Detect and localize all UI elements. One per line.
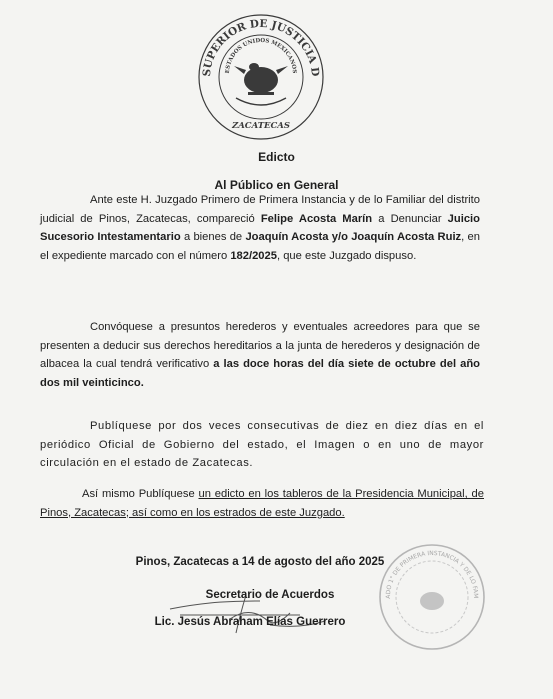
stamp-icon xyxy=(376,541,488,651)
paragraph-complaint xyxy=(40,191,480,265)
seal-inner-text: ESTADOS UNIDOS MEXICANOS xyxy=(224,37,298,74)
paragraph-summons xyxy=(40,318,480,392)
paragraph-publication xyxy=(40,417,484,473)
text-run: a Denunciar xyxy=(372,212,448,225)
text-run: a bienes de xyxy=(180,231,246,244)
seal-bottom-text: ZACATECAS xyxy=(232,121,290,131)
hearing-datetime: a las doce horas del día siete de octubre del año dos mil veinticinco. xyxy=(40,358,480,389)
deceased-name: Joaquín Acosta y/o Joaquín Acosta Ruiz xyxy=(245,231,462,244)
document-title: Edicto xyxy=(258,150,295,164)
stamp-ring-text: ADO 1° DE PRIMERA INSTANCIA Y DE LO FAM xyxy=(384,549,480,599)
court-seal xyxy=(196,12,326,142)
text-run: , en el expediente marcado con el número xyxy=(40,231,480,262)
text-run: Ante este H. Juzgado Primero de Primera Instancia y de lo Familiar del distrito judicial de Pinos, Zacatecas, compareció xyxy=(40,194,480,225)
signer-name: Lic. Jesús Abraham Elías Guerrero xyxy=(154,616,346,628)
seal-outer-text: SUPERIOR DE JUSTICIA D xyxy=(200,17,322,78)
svg-text:JUZGADO 1° DE PRIMERA INSTANCI xyxy=(376,541,479,599)
text-run: , que este Juzgado dispuso. xyxy=(276,249,417,262)
eagle-icon xyxy=(234,63,288,95)
text-run: Convóquese a presuntos herederos y eventuales acreedores para que se presenten a deducir sus derechos hereditarios a la junta de herederos y designación de albacea la cual tendrá verificativo xyxy=(40,321,480,371)
seal-emblem-icon xyxy=(196,12,326,142)
case-type: Juicio Sucesorio Intestamentario xyxy=(40,212,480,244)
audience-heading: Al Público en General xyxy=(214,178,339,192)
secretary-title: Secretario de Acuerdos xyxy=(205,589,335,601)
underlined-text: un edicto en los tableros de la Presidencia Municipal, de Pinos, Zacatecas; así como en los estrados de este Juzgado. xyxy=(40,488,484,519)
text-run: Publíquese por dos veces consecutivas de diez en diez días en el periódico Oficial de Gobierno del estado, el Imagen o en uno de mayor circulación en el estado de Zacatecas. xyxy=(40,420,484,470)
text-run: Así mismo Publíquese xyxy=(82,488,199,500)
court-stamp xyxy=(376,541,488,651)
place-and-date: Pinos, Zacatecas a 14 de agosto del año 2025 xyxy=(135,556,385,568)
handwritten-signature xyxy=(150,575,350,645)
paragraph-notice xyxy=(40,485,484,522)
petitioner-name: Felipe Acosta Marín xyxy=(260,212,373,225)
file-number: 182/2025 xyxy=(230,249,277,262)
